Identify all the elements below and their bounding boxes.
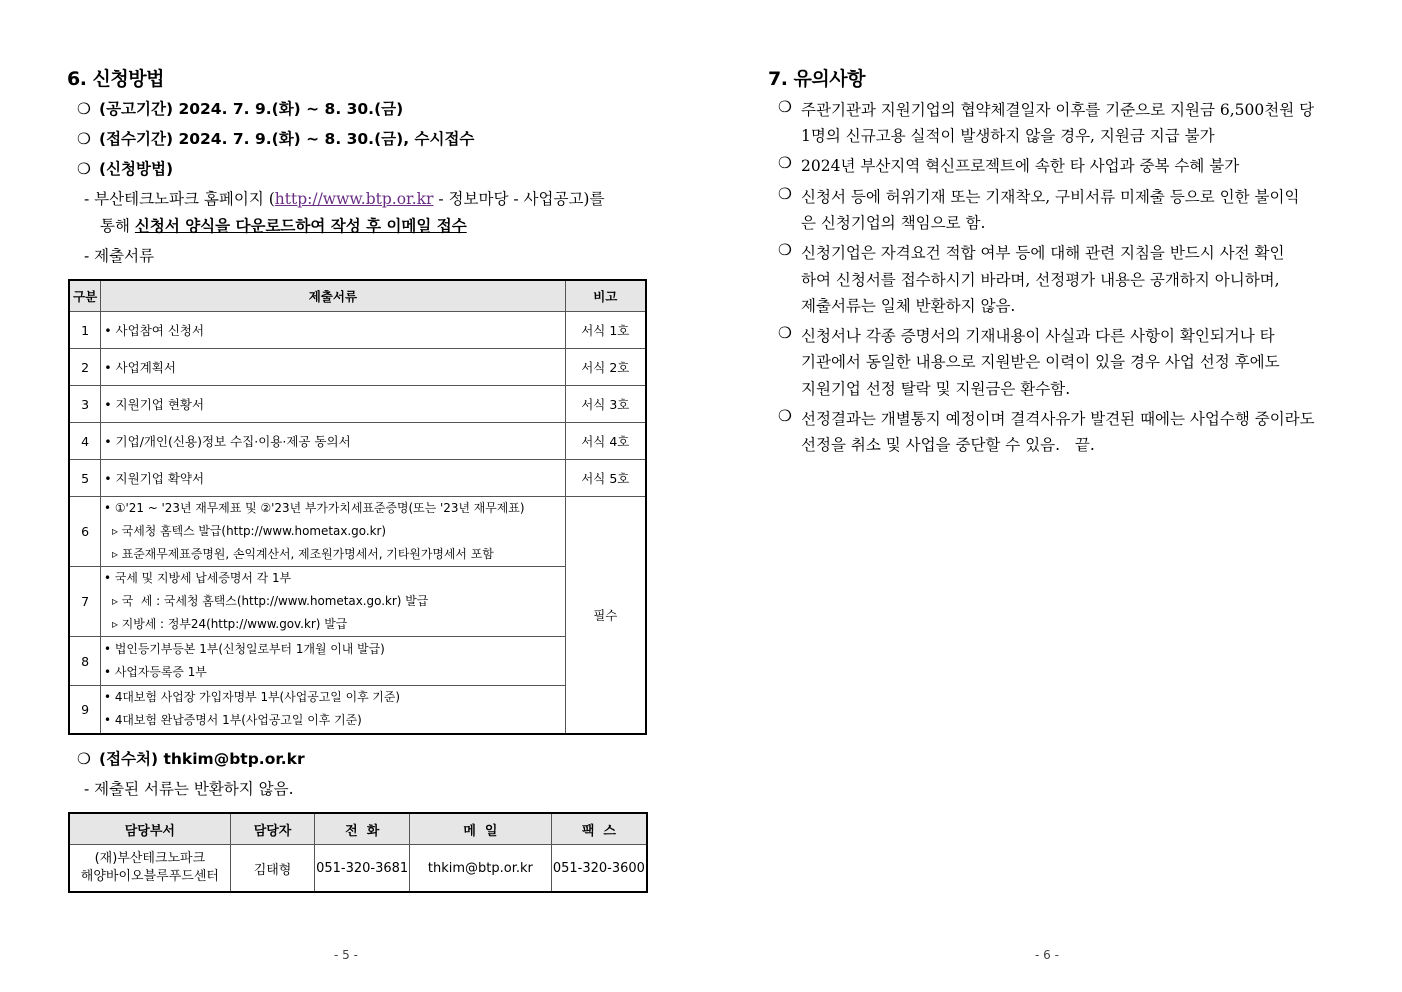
row-note: 서식 4호	[565, 423, 646, 460]
header-documents: 제출서류	[101, 280, 565, 312]
row-doc-line: ▹ 국세청 홈텍스 발급(http://www.hometax.go.kr)	[112, 524, 387, 538]
row-doc-line: • 4대보험 사업장 가입자명부 1부(사업공고일 이후 기준)	[104, 690, 401, 705]
header-department: 담당부서	[69, 813, 230, 845]
table-row	[69, 312, 646, 349]
contact-label-text: (접수처) thkim@btp.or.kr	[99, 750, 305, 768]
contact-phone: 051-320-3681	[315, 845, 410, 893]
row-doc-line: • ①'21 ~ '23년 재무제표 및 ②'23년 부가가치세표준증명(또는 '23년 재무제표)	[104, 501, 525, 515]
docs-label: - 제출서류	[84, 247, 155, 265]
circle-bullet-icon: ❍	[77, 750, 91, 768]
header-phone: 전 화	[315, 813, 410, 845]
note-3-line-2: 은 신청기업의 책임으로 함.	[801, 214, 986, 232]
method-line-1-pre: - 부산테크노파크 홈페이지 (	[84, 190, 275, 208]
row-doc: • 지원기업 현황서	[101, 386, 565, 423]
row-num: 4	[69, 423, 101, 460]
circle-bullet-icon: ❍	[778, 154, 792, 172]
note-6-line-2: 선정을 취소 및 사업을 중단할 수 있음. 끝.	[801, 436, 1095, 454]
table-row	[69, 497, 646, 567]
header-note: 비고	[565, 280, 646, 312]
row-num: 6	[69, 497, 101, 567]
circle-bullet-icon: ❍	[77, 100, 91, 118]
method-line-2	[100, 215, 467, 237]
table-row	[69, 845, 647, 893]
department-line-1: (재)부산테크노파크	[94, 851, 206, 866]
contact-fax: 051-320-3600	[551, 845, 647, 893]
table-row	[69, 460, 646, 497]
row-num: 2	[69, 349, 101, 386]
note-1-line-1: 주관기관과 지원기업의 협약체결일자 이후를 기준으로 지원금 6,500천원 당	[801, 101, 1315, 119]
note-1-line-2: 1명의 신규고용 실적이 발생하지 않을 경우, 지원금 지급 불가	[801, 127, 1215, 145]
table-header-row	[69, 813, 647, 845]
announce-period-text: (공고기간) 2024. 7. 9.(화) ~ 8. 30.(금)	[99, 100, 404, 118]
table-row	[69, 423, 646, 460]
row-doc-line: • 4대보험 완납증명서 1부(사업공고일 이후 기준)	[104, 713, 362, 728]
row-note: 서식 2호	[565, 349, 646, 386]
circle-bullet-icon: ❍	[77, 160, 91, 178]
required-note: 필수	[565, 497, 646, 734]
row-doc: • 사업참여 신청서	[101, 312, 565, 349]
row-num: 1	[69, 312, 101, 349]
contact-table	[68, 812, 648, 893]
method-line-2-pre: 통해	[100, 217, 135, 235]
announce-period	[77, 98, 403, 120]
page-number-5: - 5 -	[334, 948, 358, 962]
btp-homepage-link[interactable]: http://www.btp.or.kr	[274, 190, 434, 208]
row-num: 9	[69, 686, 101, 734]
row-doc: • 기업/개인(신용)정보 수집·이용·제공 동의서	[101, 423, 565, 460]
header-email: 메 일	[410, 813, 552, 845]
row-doc-line: ▹ 표준재무제표증명원, 손익계산서, 제조원가명세서, 기타원가명세서 포함	[112, 547, 494, 561]
note-4-line-2: 하여 신청서를 접수하시기 바라며, 선정평가 내용은 공개하지 아니하며,	[801, 271, 1280, 289]
contact-email[interactable]: thkim@btp.or.kr	[410, 845, 552, 893]
row-doc-line: ▹ 국 세 : 국세청 홈택스(http://www.hometax.go.kr) 발급	[112, 594, 429, 608]
row-doc	[101, 567, 565, 637]
row-num: 7	[69, 567, 101, 637]
header-category: 구분	[69, 280, 101, 312]
return-note: - 제출된 서류는 반환하지 않음.	[84, 780, 294, 798]
page-number-6: - 6 -	[1035, 948, 1059, 962]
row-doc-line: • 국세 및 지방세 납세증명서 각 1부	[104, 571, 292, 585]
note-4-line-3: 제출서류는 일체 반환하지 않음.	[801, 297, 1016, 315]
method-label	[77, 158, 173, 180]
circle-bullet-icon: ❍	[778, 185, 792, 203]
row-note: 서식 1호	[565, 312, 646, 349]
table-row	[69, 349, 646, 386]
note-3-line-1: 신청서 등에 허위기재 또는 기재착오, 구비서류 미제출 등으로 인한 불이익	[801, 188, 1300, 206]
table-row	[69, 567, 646, 637]
submission-docs-table	[68, 279, 647, 735]
method-line-1-post: - 정보마당 - 사업공고)를	[433, 190, 605, 208]
note-5-line-2: 기관에서 동일한 내용으로 지원받은 이력이 있을 경우 사업 선정 후에도	[801, 353, 1280, 371]
table-row	[69, 386, 646, 423]
note-5-line-1: 신청서나 각종 증명서의 기재내용이 사실과 다른 사항이 확인되거나 타	[801, 327, 1275, 345]
row-num: 3	[69, 386, 101, 423]
header-person: 담당자	[230, 813, 315, 845]
circle-bullet-icon: ❍	[778, 241, 792, 259]
row-num: 5	[69, 460, 101, 497]
contact-department	[69, 845, 230, 893]
row-doc	[101, 497, 565, 567]
section-heading-notes: 7. 유의사항	[768, 68, 865, 90]
table-row	[69, 686, 646, 734]
row-doc	[101, 686, 565, 734]
row-doc-line: • 사업자등록증 1부	[104, 665, 208, 679]
row-note: 서식 5호	[565, 460, 646, 497]
section-heading-application: 6. 신청방법	[67, 68, 164, 90]
note-5-line-3: 지원기업 선정 탈락 및 지원금은 환수함.	[801, 380, 1071, 398]
row-doc: • 지원기업 확약서	[101, 460, 565, 497]
table-row	[69, 637, 646, 686]
contact-label	[77, 748, 305, 770]
row-note: 서식 3호	[565, 386, 646, 423]
receipt-period	[77, 128, 474, 150]
circle-bullet-icon: ❍	[77, 130, 91, 148]
method-line-1	[84, 188, 604, 210]
row-doc-line: ▹ 지방세 : 정부24(http://www.gov.kr) 발급	[112, 617, 348, 631]
note-4-line-1: 신청기업은 자격요건 적합 여부 등에 대해 관련 지침을 반드시 사전 확인	[801, 244, 1285, 262]
row-doc	[101, 637, 565, 686]
note-2-line-1: 2024년 부산지역 혁신프로젝트에 속한 타 사업과 중복 수혜 불가	[801, 157, 1240, 175]
circle-bullet-icon: ❍	[778, 407, 792, 425]
table-header-row	[69, 280, 646, 312]
header-fax: 팩 스	[551, 813, 647, 845]
method-emphasis: 신청서 양식을 다운로드하여 작성 후 이메일 접수	[134, 217, 467, 235]
page-6	[701, 0, 1402, 992]
circle-bullet-icon: ❍	[778, 98, 792, 116]
circle-bullet-icon: ❍	[778, 324, 792, 342]
contact-person: 김태형	[230, 845, 315, 893]
row-doc-line: • 법인등기부등본 1부(신청일로부터 1개월 이내 발급)	[104, 642, 385, 656]
department-line-2: 해양바이오블루푸드센터	[80, 869, 219, 884]
note-6-line-1: 선정결과는 개별통지 예정이며 결격사유가 발견된 때에는 사업수행 중이라도	[801, 410, 1315, 428]
method-label-text: (신청방법)	[99, 160, 174, 178]
receipt-period-text: (접수기간) 2024. 7. 9.(화) ~ 8. 30.(금), 수시접수	[99, 130, 475, 148]
row-num: 8	[69, 637, 101, 686]
row-doc: • 사업계획서	[101, 349, 565, 386]
